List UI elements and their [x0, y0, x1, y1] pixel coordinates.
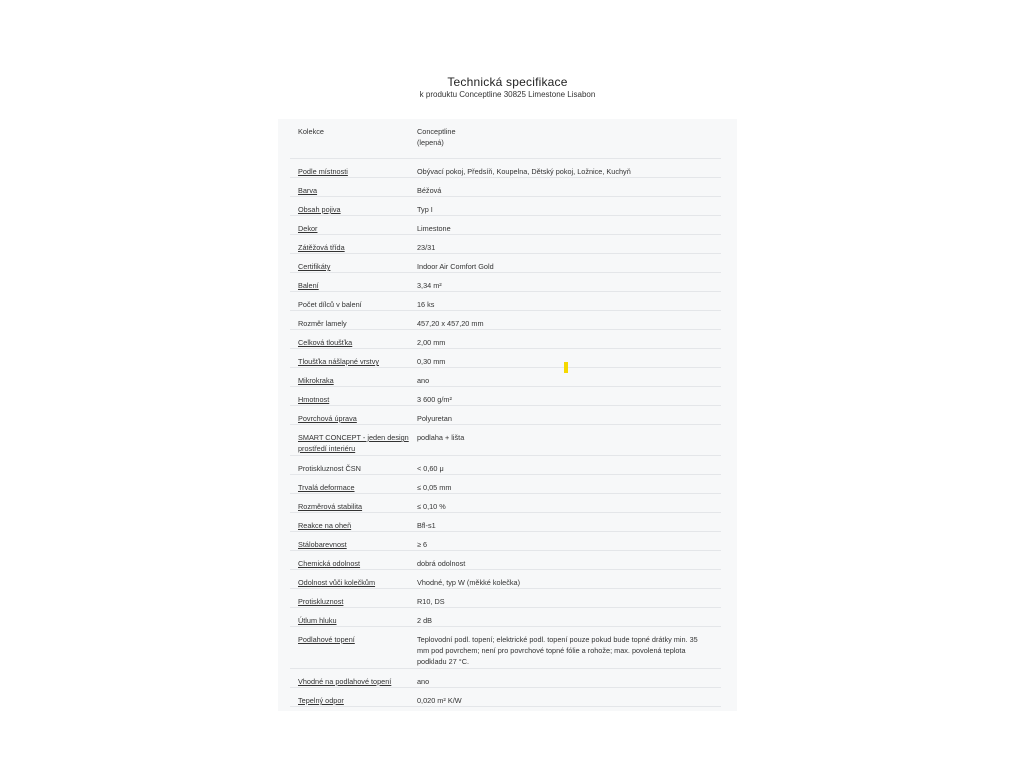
spec-row	[290, 406, 721, 425]
spec-row	[290, 368, 721, 387]
spec-value-line: mm pod povrchem; není pro povrchové topné fólie a rohože; max. povolená teplota	[417, 646, 686, 655]
spec-value	[417, 406, 721, 424]
spec-value	[417, 368, 721, 386]
spec-label-link[interactable]: SMART CONCEPT - jeden design prostředí interiéru	[298, 433, 409, 453]
spec-value	[417, 311, 721, 329]
spec-value	[417, 688, 721, 706]
spec-label-link[interactable]: Trvalá deformace	[298, 483, 355, 492]
spec-row	[290, 627, 721, 669]
spec-value-line: 3,34 m²	[417, 281, 442, 290]
spec-row	[290, 349, 721, 368]
spec-value-line: ano	[417, 376, 430, 385]
spec-label-link[interactable]: Protiskluznost	[298, 597, 344, 606]
spec-value-line: Indoor Air Comfort Gold	[417, 262, 494, 271]
spec-value	[417, 494, 721, 512]
page-title: Technická specifikace	[447, 75, 568, 89]
spec-label-link[interactable]: Povrchová úprava	[298, 414, 357, 423]
spec-value-line: Conceptline	[417, 127, 456, 136]
spec-value-line: Limestone	[417, 224, 451, 233]
spec-value	[417, 627, 721, 668]
page-subtitle: k produktu Conceptline 30825 Limestone Lisabon	[419, 90, 596, 99]
spec-label-link[interactable]: Tloušťka nášlapné vrstvy	[298, 357, 380, 366]
spec-value-line: 2,00 mm	[417, 338, 446, 347]
spec-row	[290, 456, 721, 475]
spec-value-line: Bfl-s1	[417, 521, 436, 530]
spec-value	[417, 235, 721, 253]
spec-label-link[interactable]: Balení	[298, 281, 319, 290]
spec-value	[417, 387, 721, 405]
spec-row	[290, 119, 721, 159]
spec-row	[290, 387, 721, 406]
spec-value	[417, 425, 721, 455]
spec-label-link[interactable]: Mikrokraka	[298, 376, 334, 385]
spec-row	[290, 532, 721, 551]
spec-value	[417, 159, 721, 177]
spec-value-line: 23/31	[417, 243, 436, 252]
spec-value-line: 2 dB	[417, 616, 433, 625]
spec-row	[290, 425, 721, 456]
spec-row	[290, 254, 721, 273]
spec-value-line: 0,30 mm	[417, 357, 446, 366]
spec-value-line: ≤ 0,10 %	[417, 502, 446, 511]
spec-label-link[interactable]: Podle místnosti	[298, 167, 348, 176]
spec-row	[290, 551, 721, 570]
spec-label: Počet dílců v balení	[298, 300, 362, 309]
spec-label-link[interactable]: Rozměrová stabilita	[298, 502, 363, 511]
spec-value-line: R10, DS	[417, 597, 445, 606]
spec-label-link[interactable]: Vhodné na podlahové topení	[298, 677, 392, 686]
spec-row	[290, 688, 721, 707]
spec-label: Kolekce	[298, 127, 324, 136]
spec-value-line: Teplovodní podl. topení; elektrické podl. topení pouze pokud bude topné drátky min. 35	[417, 635, 698, 644]
spec-label-link[interactable]: Odolnost vůči kolečkům	[298, 578, 376, 587]
spec-value	[417, 456, 721, 474]
spec-label-link[interactable]: Chemická odolnost	[298, 559, 361, 568]
spec-value	[417, 551, 721, 569]
spec-row	[290, 513, 721, 532]
spec-value-line: 16 ks	[417, 300, 435, 309]
spec-row	[290, 197, 721, 216]
spec-table	[278, 119, 737, 711]
spec-value-line: ≥ 6	[417, 540, 428, 549]
spec-value	[417, 513, 721, 531]
spec-value-line: ≤ 0,05 mm	[417, 483, 452, 492]
spec-value	[417, 292, 721, 310]
spec-value-line: podlaha + lišta	[417, 433, 465, 442]
spec-value	[417, 197, 721, 215]
spec-value-line: Typ I	[417, 205, 433, 214]
spec-label: Protiskluznost ČSN	[298, 464, 361, 473]
spec-label-link[interactable]: Stálobarevnost	[298, 540, 347, 549]
spec-value-line: Béžová	[417, 186, 442, 195]
spec-value-line: 3 600 g/m²	[417, 395, 452, 404]
spec-row	[290, 475, 721, 494]
spec-label-link[interactable]: Tepelný odpor	[298, 696, 344, 705]
spec-row	[290, 235, 721, 254]
spec-value	[417, 254, 721, 272]
spec-value	[417, 570, 721, 588]
spec-row	[290, 311, 721, 330]
spec-label-link[interactable]: Reakce na oheň	[298, 521, 352, 530]
spec-row	[290, 292, 721, 311]
spec-row	[290, 608, 721, 627]
spec-value-line: 457,20 x 457,20 mm	[417, 319, 484, 328]
spec-value-line: dobrá odolnost	[417, 559, 466, 568]
spec-row	[290, 330, 721, 349]
spec-label-link[interactable]: Dekor	[298, 224, 318, 233]
spec-label-link[interactable]: Hmotnost	[298, 395, 330, 404]
spec-value	[417, 119, 721, 158]
spec-value-line: < 0,60 μ	[417, 464, 444, 473]
spec-label-link[interactable]: Podlahové topení	[298, 635, 355, 644]
spec-label-link[interactable]: Zátěžová třída	[298, 243, 345, 252]
spec-row	[290, 669, 721, 688]
spec-value	[417, 669, 721, 687]
spec-row	[290, 570, 721, 589]
spec-value	[417, 475, 721, 493]
spec-value	[417, 349, 721, 367]
spec-value-line: Vhodné, typ W (měkké kolečka)	[417, 578, 521, 587]
spec-value	[417, 273, 721, 291]
spec-row	[290, 589, 721, 608]
spec-label-link[interactable]: Certifikáty	[298, 262, 331, 271]
spec-label: Rozměr lamely	[298, 319, 347, 328]
spec-label-link[interactable]: Celková tloušťka	[298, 338, 353, 347]
spec-value-line: Polyuretan	[417, 414, 452, 423]
spec-value-line: podkladu 27 °C.	[417, 657, 470, 666]
spec-label-link[interactable]: Obsah pojiva	[298, 205, 341, 214]
spec-value	[417, 330, 721, 348]
text-cursor	[564, 362, 568, 373]
spec-value-line: Obývací pokoj, Předsíň, Koupelna, Dětský pokoj, Ložnice, Kuchyň	[417, 167, 631, 176]
spec-label-link[interactable]: Útlum hluku	[298, 616, 337, 625]
spec-row	[290, 494, 721, 513]
spec-value	[417, 608, 721, 626]
spec-value-line: (lepená)	[417, 138, 444, 147]
spec-value	[417, 532, 721, 550]
spec-label-link[interactable]: Barva	[298, 186, 318, 195]
spec-row	[290, 273, 721, 292]
spec-row	[290, 159, 721, 178]
spec-value-line: ano	[417, 677, 430, 686]
spec-value	[417, 589, 721, 607]
spec-value-line: 0,020 m² K/W	[417, 696, 462, 705]
spec-value	[417, 216, 721, 234]
spec-row	[290, 216, 721, 235]
spec-value	[417, 178, 721, 196]
spec-row	[290, 178, 721, 197]
